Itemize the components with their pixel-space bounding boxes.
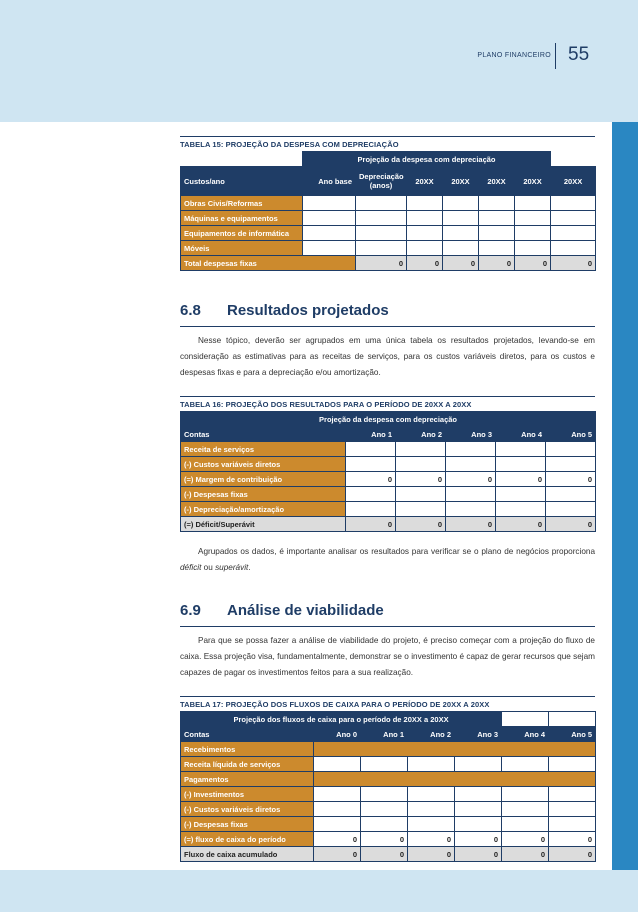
table16-row-label: (-) Depreciação/amortização: [181, 502, 346, 517]
table16-cell: [496, 487, 546, 502]
section-title: Resultados projetados: [227, 302, 389, 319]
table16-cell: 0: [496, 472, 546, 487]
table16-cell: 0: [446, 517, 496, 532]
table16-cell: 0: [396, 517, 446, 532]
table-row: [181, 241, 596, 256]
page-number: 55: [568, 44, 590, 65]
table17-header-cell: Ano 4: [502, 727, 549, 742]
paragraph-emphasis: déficit: [180, 562, 202, 572]
table-row: [181, 757, 596, 772]
paragraph-after-table16: [180, 544, 595, 576]
table-row: [181, 787, 596, 802]
table17-row-label: Fluxo de caixa acumulado: [181, 847, 314, 862]
table17-cell: [314, 787, 361, 802]
table17-cell: 0: [361, 832, 408, 847]
table16-title: TABELA 16: PROJEÇÃO DOS RESULTADOS PARA O PERÍODO DE 20XX A 20XX: [180, 400, 472, 409]
table15: [180, 151, 596, 271]
table-row: [181, 442, 596, 457]
table16-cell: [546, 457, 596, 472]
table15-header-cell: 20XX: [443, 167, 479, 196]
table17-cell: [549, 802, 596, 817]
table17-header-cell: Ano 5: [549, 727, 596, 742]
table16-cell: [346, 487, 396, 502]
table17-row-label: (-) Despesas fixas: [181, 817, 314, 832]
section-6-8-paragraph: Nesse tópico, deverão ser agrupados em uma única tabela os resultados projetados, levando-se em consideração as estimativas para as receitas de serviços, para os custos variáveis diretos, para os custos e despesas fixas e para a depreciação e/ou amortização.: [180, 336, 595, 377]
table17-row-fill: [314, 742, 596, 757]
table15-header-cell: Ano base: [303, 167, 356, 196]
table17-cell: [408, 787, 455, 802]
table16-cell: [346, 457, 396, 472]
table17-cell: [502, 757, 549, 772]
table16-cell: [496, 442, 546, 457]
table-row: [181, 226, 596, 241]
paragraph-text: Agrupados os dados, é importante analisar os resultados para verificar se o plano de negócios proporciona: [198, 547, 595, 556]
section-6-8-heading: [180, 302, 389, 319]
table16-cell: [346, 502, 396, 517]
table16-cell: [346, 442, 396, 457]
table15-corner: [181, 152, 303, 167]
table16-cell: 0: [346, 472, 396, 487]
table-row: [181, 832, 596, 847]
table-row: [181, 487, 596, 502]
table-row: [181, 472, 596, 487]
table-row: [181, 502, 596, 517]
table15-total-value: 0: [356, 256, 407, 271]
table16-band: Projeção da despesa com depreciação: [181, 412, 596, 427]
table-row: [181, 211, 596, 226]
table16-cell: 0: [546, 472, 596, 487]
table16-header-cell: Ano 2: [396, 427, 446, 442]
table16-header-cell: Ano 4: [496, 427, 546, 442]
table17-band-empty: [502, 712, 549, 727]
table16-cell: [396, 502, 446, 517]
table17-cell: 0: [455, 847, 502, 862]
table-row: [181, 802, 596, 817]
table17-row-label: (-) Custos variáveis diretos: [181, 802, 314, 817]
table17-cell: [549, 757, 596, 772]
table16-row-label: (-) Custos variáveis diretos: [181, 457, 346, 472]
table15-header-cell: 20XX: [551, 167, 596, 196]
table17-cell: 0: [408, 832, 455, 847]
table16-cell: [546, 442, 596, 457]
table17-cell: [361, 817, 408, 832]
table16-row-label: (=) Margem de contribuição: [181, 472, 346, 487]
table16-cell: [546, 502, 596, 517]
table17-cell: [502, 802, 549, 817]
table17-cell: 0: [361, 847, 408, 862]
table16-row-label: (-) Despesas fixas: [181, 487, 346, 502]
table-row: [181, 817, 596, 832]
table17-cell: [455, 757, 502, 772]
table16-cell: [396, 487, 446, 502]
table17-cell: [314, 817, 361, 832]
table17-header-cell: Ano 3: [455, 727, 502, 742]
table17-cell: 0: [549, 832, 596, 847]
table16-header-cell: Ano 5: [546, 427, 596, 442]
table16-header-cell: Ano 1: [346, 427, 396, 442]
table15-total-value: 0: [479, 256, 515, 271]
table17-cell: 0: [502, 832, 549, 847]
table17: [180, 711, 596, 862]
table17-cell: [361, 787, 408, 802]
table17-cell: 0: [314, 847, 361, 862]
table16-cell: [446, 442, 496, 457]
table-row: [181, 742, 596, 757]
table16-cell: [396, 457, 446, 472]
section-number: 6.9: [180, 602, 201, 619]
table-row: [181, 256, 596, 271]
table-row: [181, 457, 596, 472]
table17-header-cell: Ano 0: [314, 727, 361, 742]
table-row: [181, 772, 596, 787]
table16: [180, 411, 596, 532]
table17-cell: [455, 817, 502, 832]
table15-title: TABELA 15: PROJEÇÃO DA DESPESA COM DEPRECIAÇÃO: [180, 140, 399, 149]
table17-cell: 0: [549, 847, 596, 862]
rule: [180, 326, 595, 327]
paragraph-emphasis: superávit: [215, 562, 249, 572]
table17-band: Projeção dos fluxos de caixa para o período de 20XX a 20XX: [181, 712, 502, 727]
section-title: Análise de viabilidade: [227, 602, 384, 619]
table16-cell: [496, 502, 546, 517]
table16-cell: [446, 487, 496, 502]
table15-total-label: Total despesas fixas: [181, 256, 356, 271]
table15-row-label: Móveis: [181, 241, 303, 256]
table17-cell: 0: [502, 847, 549, 862]
table17-header-cell: Contas: [181, 727, 314, 742]
table17-cell: [361, 757, 408, 772]
table17-cell: [314, 802, 361, 817]
table16-cell: [546, 487, 596, 502]
table15-total-value: 0: [407, 256, 443, 271]
table17-header-cell: Ano 2: [408, 727, 455, 742]
table17-cell: 0: [455, 832, 502, 847]
table15-header-cell: 20XX: [407, 167, 443, 196]
table-row: [181, 196, 596, 211]
table-row: [181, 517, 596, 532]
table17-row-label: Pagamentos: [181, 772, 314, 787]
table17-row-fill: [314, 772, 596, 787]
section-6-9-paragraph: Para que se possa fazer a análise de viabilidade do projeto, é preciso começar com a projeção do fluxo de caixa. Essa projeção visa, fundamentalmente, demonstrar se o investimento é capaz de gerar recursos que sejam capazes de pagar os investimentos feitos para a sua realização.: [180, 636, 595, 677]
table17-cell: [408, 802, 455, 817]
table16-block: [180, 396, 595, 532]
table16-header-cell: Contas: [181, 427, 346, 442]
table17-cell: [549, 817, 596, 832]
table17-block: [180, 696, 595, 862]
table15-row-label: Máquinas e equipamentos: [181, 211, 303, 226]
header-divider: [555, 43, 556, 69]
table15-header-cell: 20XX: [515, 167, 551, 196]
table16-cell: [396, 442, 446, 457]
footer-band: [0, 870, 638, 912]
header-band: [0, 0, 638, 122]
table15-total-value: 0: [515, 256, 551, 271]
rule: [180, 626, 595, 627]
table17-header-cell: Ano 1: [361, 727, 408, 742]
table17-cell: [314, 757, 361, 772]
table16-cell: [446, 457, 496, 472]
table15-total-value: 0: [551, 256, 596, 271]
table15-row-label: Obras Civis/Reformas: [181, 196, 303, 211]
table17-cell: 0: [314, 832, 361, 847]
table15-corner-right: [551, 152, 596, 167]
table17-cell: [455, 787, 502, 802]
table17-row-label: (=) fluxo de caixa do período: [181, 832, 314, 847]
table16-cell: 0: [396, 472, 446, 487]
table17-row-label: Recebimentos: [181, 742, 314, 757]
table15-header-cell: Custos/ano: [181, 167, 303, 196]
table17-row-label: Receita líquida de serviços: [181, 757, 314, 772]
table16-header-cell: Ano 3: [446, 427, 496, 442]
table15-block: [180, 136, 595, 271]
table16-cell: 0: [496, 517, 546, 532]
running-header: PLANO FINANCEIRO: [477, 52, 551, 59]
table15-total-value: 0: [443, 256, 479, 271]
table16-cell: 0: [346, 517, 396, 532]
table15-header-cell: 20XX: [479, 167, 515, 196]
right-color-strip: [612, 122, 638, 870]
table-row: [181, 847, 596, 862]
table17-cell: [549, 787, 596, 802]
table17-cell: [502, 817, 549, 832]
table16-cell: 0: [546, 517, 596, 532]
section-number: 6.8: [180, 302, 201, 319]
table17-row-label: (-) Investimentos: [181, 787, 314, 802]
table17-cell: [361, 802, 408, 817]
section-6-9-heading: [180, 602, 384, 619]
table17-cell: [408, 757, 455, 772]
table15-band: Projeção da despesa com depreciação: [303, 152, 551, 167]
table15-header-cell: Depreciação (anos): [356, 167, 407, 196]
table17-cell: [408, 817, 455, 832]
table17-cell: [455, 802, 502, 817]
table17-band-empty: [549, 712, 596, 727]
paragraph-text: .: [248, 562, 251, 572]
table16-cell: [446, 502, 496, 517]
table16-row-label: (=) Déficit/Superávit: [181, 517, 346, 532]
table15-row-label: Equipamentos de informática: [181, 226, 303, 241]
table16-cell: 0: [446, 472, 496, 487]
paragraph-text: ou: [201, 562, 216, 572]
table17-cell: 0: [408, 847, 455, 862]
table16-cell: [496, 457, 546, 472]
table17-cell: [502, 787, 549, 802]
table17-title: TABELA 17: PROJEÇÃO DOS FLUXOS DE CAIXA PARA O PERÍODO DE 20XX A 20XX: [180, 700, 490, 709]
table16-row-label: Receita de serviços: [181, 442, 346, 457]
